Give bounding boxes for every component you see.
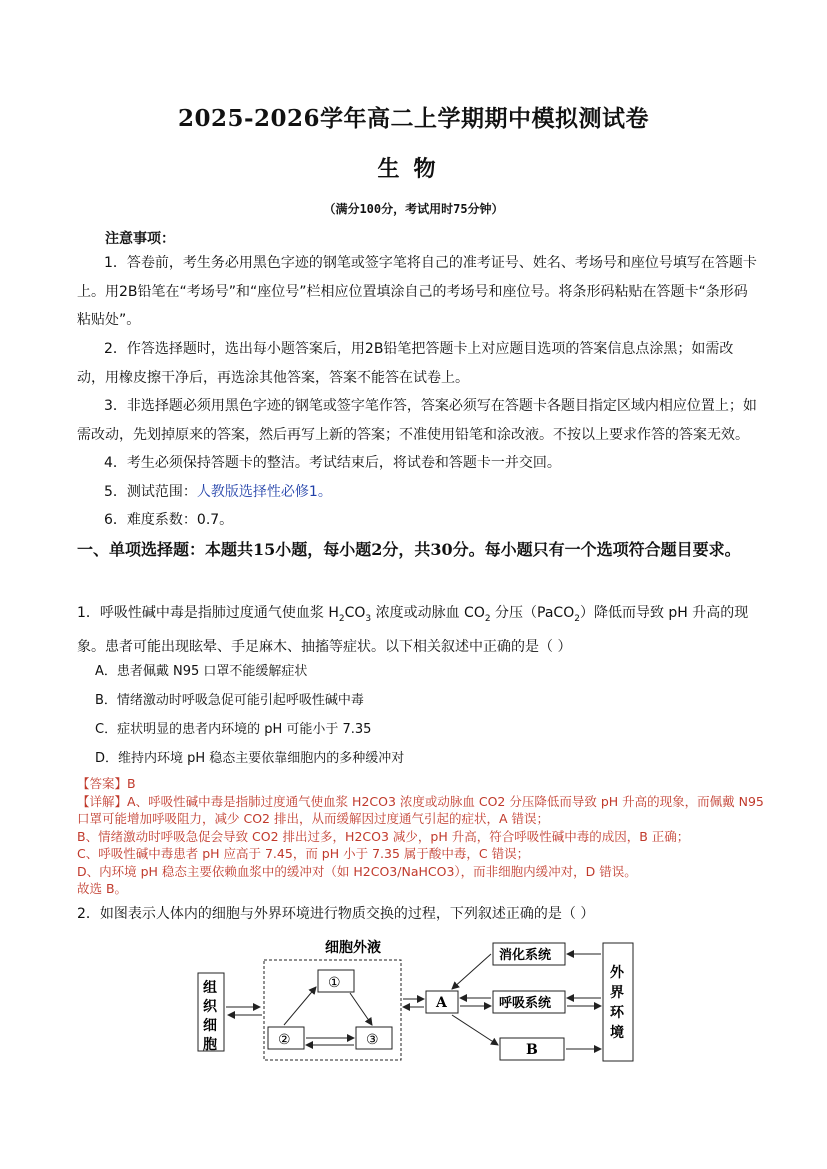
exam-title: 2025-2026学年高二上学期期中模拟测试卷 <box>177 105 650 132</box>
notice-item-3: 3．非选择题必须用黑色字迹的钢笔或签字笔作答，答案必须写在答题卡各题目指定区域内相应位置上；如需改动，先划掉原来的答案，然后再写上新的答案；不准使用铅笔和涂改液。不按以上要求作答的答案无效。 <box>77 398 757 443</box>
notice-item-5 <box>77 478 757 507</box>
notice-heading: 注意事项： <box>105 231 175 247</box>
section-heading: 一、单项选择题：本题共15小题，每小题2分，共30分。每小题只有一个选项符合题目要求。 <box>77 540 741 559</box>
notice-item-4: 4．考生必须保持答题卡的整洁。考试结束后，将试卷和答题卡一并交回。 <box>104 455 561 471</box>
external-char-2: 界 <box>610 985 624 1001</box>
tissue-cell-char-2: 织 <box>203 999 217 1015</box>
arrow-2-to-1 <box>284 987 316 1025</box>
question-1-option-c: C．症状明显的患者内环境的 pH 可能小于 7.35 <box>95 722 372 737</box>
arrow-a-to-b <box>452 1015 498 1045</box>
detail-b: B、情绪激动时呼吸急促会导致 CO2 排出过多，H2CO3 减少，pH 升高，符合呼吸性碱中毒的成因，B 正确； <box>77 828 690 844</box>
node-3-label: ③ <box>366 1032 379 1048</box>
tissue-cell-char-3: 细 <box>203 1018 217 1034</box>
question-1-answer-block <box>77 775 767 898</box>
tissue-cell-char-1: 组 <box>203 980 217 996</box>
arrow-1-to-3 <box>350 993 372 1025</box>
detail-label: 【详解】 <box>77 793 128 809</box>
question-1-option-a: A．患者佩戴 N95 口罩不能缓解症状 <box>95 664 308 679</box>
respiratory-system-label: 呼吸系统 <box>499 996 552 1011</box>
answer-label: 【答案】B <box>77 776 136 791</box>
external-environment-box <box>603 943 633 1061</box>
answer-conclusion: 故选 B。 <box>77 881 128 896</box>
notice-item-1: 1．答卷前，考生务必用黑色字迹的钢笔或签字笔将自己的准考证号、姓名、考场号和座位号填写在答题卡上。用2B铅笔在“考场号”和“座位号”栏相应位置填涂自己的考场号和座位号。将条形码粘贴在答题卡“条形码粘贴处”。 <box>77 255 757 328</box>
question-2-stem: 2．如图表示人体内的细胞与外界环境进行物质交换的过程，下列叙述正确的是（ ） <box>77 906 595 922</box>
exam-subject: 生物 <box>377 156 450 182</box>
exchange-diagram <box>190 935 640 1065</box>
arrow-digestive-to-a <box>452 954 491 989</box>
test-scope: 人教版选择性必修1。 <box>196 484 332 500</box>
question-1-stem: 1．呼吸性碱中毒是指肺过度通气使血浆 $H_2CO_3$ 浓度或动脉血 $CO_2$ 分压（PaCO$_2$）降低而导致 pH 升高的现象。患者可能出现眩晕、手足麻木、抽搐等症状。以下相关叙述中正确的是（ ） <box>77 605 749 655</box>
node-b-label: B <box>526 1042 538 1058</box>
question-1-option-d: D．维持内环境 pH 稳态主要依靠细胞内的多种缓冲对 <box>95 751 405 766</box>
node-a-label: A <box>436 995 447 1011</box>
detail-c: C、呼吸性碱中毒患者 pH 应高于 7.45，而 pH 小于 7.35 属于酸中毒，C 错误； <box>77 846 530 861</box>
node-1-label: ① <box>328 975 341 991</box>
question-1-option-b: B．情绪激动时呼吸急促可能引起呼吸性碱中毒 <box>95 693 364 708</box>
digestive-system-label: 消化系统 <box>499 948 552 963</box>
node-2-label: ② <box>278 1032 291 1048</box>
detail-d: D、内环境 pH 稳态主要依赖血浆中的缓冲对（如 H2CO3/NaHCO3），而非细胞内缓冲对，D 错误。 <box>77 863 637 879</box>
external-char-3: 环 <box>610 1005 624 1021</box>
notice-item-6: 6．难度系数：0.7。 <box>104 512 234 528</box>
external-char-1: 外 <box>610 965 624 981</box>
score-note: （满分100分，考试用时75分钟） <box>323 202 504 216</box>
detail-a: 【详解】A、呼吸性碱中毒是指肺过度通气使血浆 H2CO3 浓度或动脉血 CO2 分压降低而导致 pH 升高的现象，而佩戴 N95 口罩可能增加呼吸阻力，减少 CO2 排出，从而缓解因过度通气引起的症状，A 错误； <box>77 793 764 826</box>
extracellular-fluid-label: 细胞外液 <box>325 940 381 956</box>
notice-item-2: 2．作答选择题时，选出每小题答案后，用2B铅笔把答题卡上对应题目选项的答案信息点涂黑；如需改动，用橡皮擦干净后，再选涂其他答案，答案不能答在试卷上。 <box>77 341 734 386</box>
tissue-cell-char-4: 胞 <box>203 1037 217 1053</box>
notice-item-5-prefix: 5．测试范围： <box>104 484 197 500</box>
external-char-4: 境 <box>610 1025 624 1041</box>
